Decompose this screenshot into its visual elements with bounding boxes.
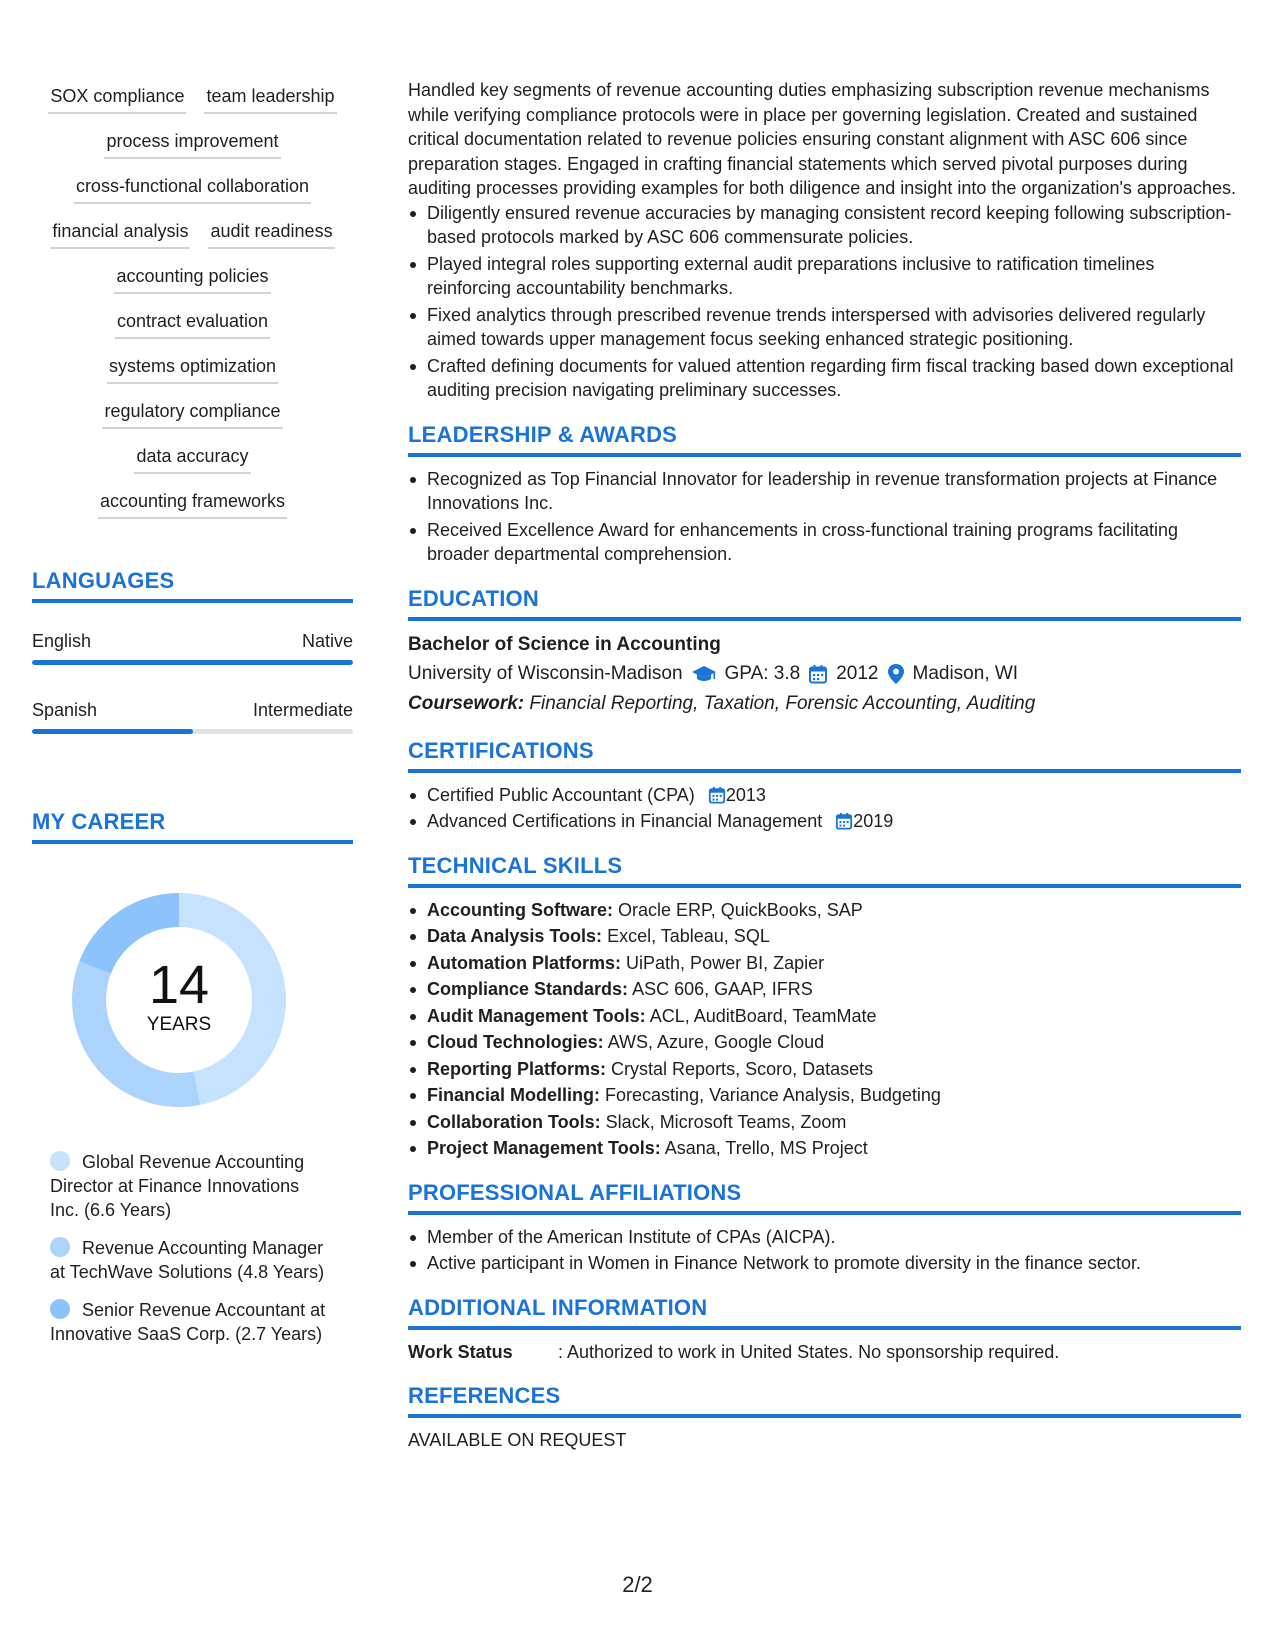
technical-skill-item	[408, 1030, 1241, 1055]
language-proficiency-bar	[32, 729, 353, 734]
technical-skill-value: ASC 606, GAAP, IFRS	[632, 979, 813, 999]
certification-item	[408, 809, 1241, 834]
skill-tag: systems optimization	[107, 354, 278, 384]
technical-skill-value: Forecasting, Variance Analysis, Budgeting	[605, 1085, 941, 1105]
career-legend	[50, 1150, 330, 1360]
technical-skill-label: Automation Platforms:	[427, 952, 622, 973]
certification-name: Certified Public Accountant (CPA)	[427, 784, 695, 805]
language-name: Spanish	[32, 700, 98, 720]
technical-skill-item	[408, 924, 1241, 949]
career-item-text: Global Revenue Accounting Director at Finance Innovations Inc. (6.6 Years)	[50, 1152, 305, 1220]
experience-bullets	[408, 201, 1241, 403]
certification-year: 2019	[853, 811, 894, 831]
career-item	[50, 1236, 330, 1284]
technical-skill-label: Cloud Technologies:	[427, 1032, 604, 1052]
skill-tag: SOX compliance	[48, 84, 186, 114]
language-english	[32, 630, 353, 665]
language-spanish	[32, 699, 353, 734]
skills-tags	[32, 84, 353, 534]
additional-info-header	[408, 1294, 1241, 1330]
career-item	[50, 1298, 330, 1346]
technical-skill-value: Oracle ERP, QuickBooks, SAP	[618, 899, 863, 920]
technical-skills-header	[408, 852, 1241, 888]
coursework-label: Coursework:	[408, 692, 525, 714]
experience-summary: Handled key segments of revenue accounting duties emphasizing subscription revenue mechanisms while verifying compliance protocols were in place per governing legislation. Created and sustained critical documentation related to revenue policies ensuring constant alignment with ASC 606 since preparation stages. Engaged in crafting financial statements which served pivotal purposes during auditing processes providing examples for both diligence and insight into the organization's approaches.	[408, 80, 1236, 198]
technical-skills-title: TECHNICAL SKILLS	[408, 852, 623, 878]
certification-year: 2013	[725, 784, 766, 805]
skill-tag: regulatory compliance	[102, 399, 282, 429]
affiliations-list	[408, 1225, 1241, 1276]
skill-row	[32, 264, 353, 309]
page-number: 2/2	[622, 1572, 653, 1597]
education-year: 2012	[836, 662, 879, 684]
calendar-icon	[808, 664, 828, 684]
experience-bullet: Crafted defining documents for valued attention regarding firm fiscal tracking based down exceptional auditing precision navigating preliminary successes.	[408, 354, 1241, 403]
skill-row	[32, 129, 353, 174]
skill-row	[32, 444, 353, 489]
leadership-item: Recognized as Top Financial Innovator for leadership in revenue transformation projects at Finance Innovations Inc.	[408, 467, 1241, 516]
education-title: EDUCATION	[408, 585, 539, 611]
technical-skill-value: UiPath, Power BI, Zapier	[626, 952, 825, 973]
technical-skill-item	[408, 898, 1241, 923]
skill-tag: cross-functional collaboration	[74, 174, 311, 204]
work-status-row	[408, 1340, 1241, 1364]
skill-tag: financial analysis	[50, 219, 190, 249]
technical-skill-item	[408, 1004, 1241, 1029]
technical-skill-label: Compliance Standards:	[427, 979, 629, 999]
skill-row	[32, 219, 353, 264]
skill-row	[32, 399, 353, 444]
certifications-title: CERTIFICATIONS	[408, 737, 594, 763]
location-pin-icon	[887, 663, 905, 685]
certification-name: Advanced Certifications in Financial Management	[427, 811, 823, 831]
language-proficiency-bar	[32, 660, 353, 665]
affiliation-item: Member of the American Institute of CPAs (AICPA).	[408, 1225, 1241, 1250]
career-item	[50, 1150, 330, 1222]
graduation-cap-icon	[691, 664, 717, 684]
education-coursework	[408, 689, 1241, 719]
education-header	[408, 585, 1241, 621]
technical-skill-item	[408, 1057, 1241, 1082]
technical-skill-value: AWS, Azure, Google Cloud	[607, 1032, 825, 1052]
career-donut-chart	[67, 888, 291, 1112]
career-item-text: Senior Revenue Accountant at Innovative SaaS Corp. (2.7 Years)	[50, 1300, 326, 1344]
languages-header	[32, 567, 353, 603]
language-name: English	[32, 631, 92, 651]
additional-info-title: ADDITIONAL INFORMATION	[408, 1294, 708, 1320]
leadership-title: LEADERSHIP & AWARDS	[408, 421, 678, 447]
legend-dot	[50, 1237, 70, 1257]
skill-tag: process improvement	[104, 129, 280, 159]
certifications-header	[408, 737, 1241, 773]
career-item-text: Revenue Accounting Manager at TechWave Solutions (4.8 Years)	[50, 1238, 325, 1282]
technical-skill-value: Crystal Reports, Scoro, Datasets	[611, 1058, 874, 1079]
experience-bullet: Diligently ensured revenue accuracies by managing consistent record keeping following subscription-based protocols marked by ASC 606 commensurate policies.	[408, 201, 1241, 250]
education-location: Madison, WI	[912, 662, 1019, 684]
technical-skill-label: Accounting Software:	[427, 899, 614, 920]
technical-skill-value: Excel, Tableau, SQL	[607, 926, 770, 946]
language-proficiency-fill	[32, 729, 193, 734]
technical-skill-item	[408, 1083, 1241, 1108]
skill-tag: contract evaluation	[115, 309, 270, 339]
leadership-list	[408, 467, 1241, 567]
technical-skills-list	[408, 898, 1241, 1161]
career-header	[32, 808, 353, 844]
technical-skill-value: Slack, Microsoft Teams, Zoom	[605, 1111, 847, 1132]
career-title: MY CAREER	[32, 809, 166, 834]
legend-dot	[50, 1151, 70, 1171]
technical-skill-label: Data Analysis Tools:	[427, 926, 603, 946]
skill-tag: audit readiness	[208, 219, 334, 249]
skill-row	[32, 309, 353, 354]
skill-row	[32, 489, 353, 534]
work-status-value: : Authorized to work in United States. No sponsorship required.	[558, 1341, 1060, 1362]
certification-item	[408, 783, 1241, 808]
language-level: Native	[301, 631, 353, 651]
experience-bullet: Played integral roles supporting external audit preparations inclusive to ratification timelines reinforcing accountability benchmarks.	[408, 252, 1241, 301]
experience-bullet: Fixed analytics through prescribed revenue trends interspersed with advisories delivered regularly aimed towards upper management focus seeking enhanced strategic positioning.	[408, 303, 1241, 352]
calendar-icon	[835, 812, 853, 830]
skill-row	[32, 84, 353, 129]
coursework-value: Financial Reporting, Taxation, Forensic Accounting, Auditing	[529, 692, 1036, 714]
technical-skill-item	[408, 1110, 1241, 1135]
technical-skill-value: ACL, AuditBoard, TeamMate	[649, 1005, 877, 1026]
affiliation-item: Active participant in Women in Finance Network to promote diversity in the finance sector.	[408, 1251, 1241, 1276]
references-title: REFERENCES	[408, 1382, 561, 1408]
language-level: Intermediate	[252, 700, 353, 720]
technical-skill-label: Audit Management Tools:	[427, 1005, 646, 1026]
languages-title: LANGUAGES	[32, 568, 175, 593]
work-status-label: Work Status	[408, 1341, 513, 1362]
skill-row	[32, 354, 353, 399]
technical-skill-item	[408, 1136, 1241, 1161]
education-degree: Bachelor of Science in Accounting	[408, 633, 721, 655]
legend-dot	[50, 1299, 70, 1319]
career-total-label: YEARS	[146, 1014, 212, 1035]
technical-skill-label: Financial Modelling:	[427, 1085, 601, 1105]
technical-skill-label: Reporting Platforms:	[427, 1058, 607, 1079]
skill-tag: team leadership	[204, 84, 336, 114]
skill-tag: accounting policies	[114, 264, 270, 294]
calendar-icon	[708, 786, 726, 804]
career-total-years: 14	[148, 955, 210, 1015]
technical-skill-label: Project Management Tools:	[427, 1138, 661, 1158]
certifications-list	[408, 783, 1241, 834]
education-details	[408, 659, 1241, 689]
technical-skill-item	[408, 977, 1241, 1002]
language-proficiency-fill	[32, 660, 353, 665]
references-header	[408, 1382, 1241, 1418]
leadership-item: Received Excellence Award for enhancements in cross-functional training programs facilitating broader departmental comprehension.	[408, 518, 1241, 567]
education-gpa: GPA: 3.8	[724, 662, 801, 684]
skill-tag: data accuracy	[134, 444, 250, 474]
skill-row	[32, 174, 353, 219]
skill-tag: accounting frameworks	[98, 489, 287, 519]
technical-skill-value: Asana, Trello, MS Project	[664, 1138, 868, 1158]
references-text: AVAILABLE ON REQUEST	[408, 1429, 627, 1450]
right-column	[408, 78, 1241, 1452]
education-school: University of Wisconsin-Madison	[408, 662, 683, 684]
technical-skill-label: Collaboration Tools:	[427, 1111, 601, 1132]
technical-skill-item	[408, 951, 1241, 976]
affiliations-header	[408, 1179, 1241, 1215]
affiliations-title: PROFESSIONAL AFFILIATIONS	[408, 1179, 742, 1205]
leadership-header	[408, 421, 1241, 457]
